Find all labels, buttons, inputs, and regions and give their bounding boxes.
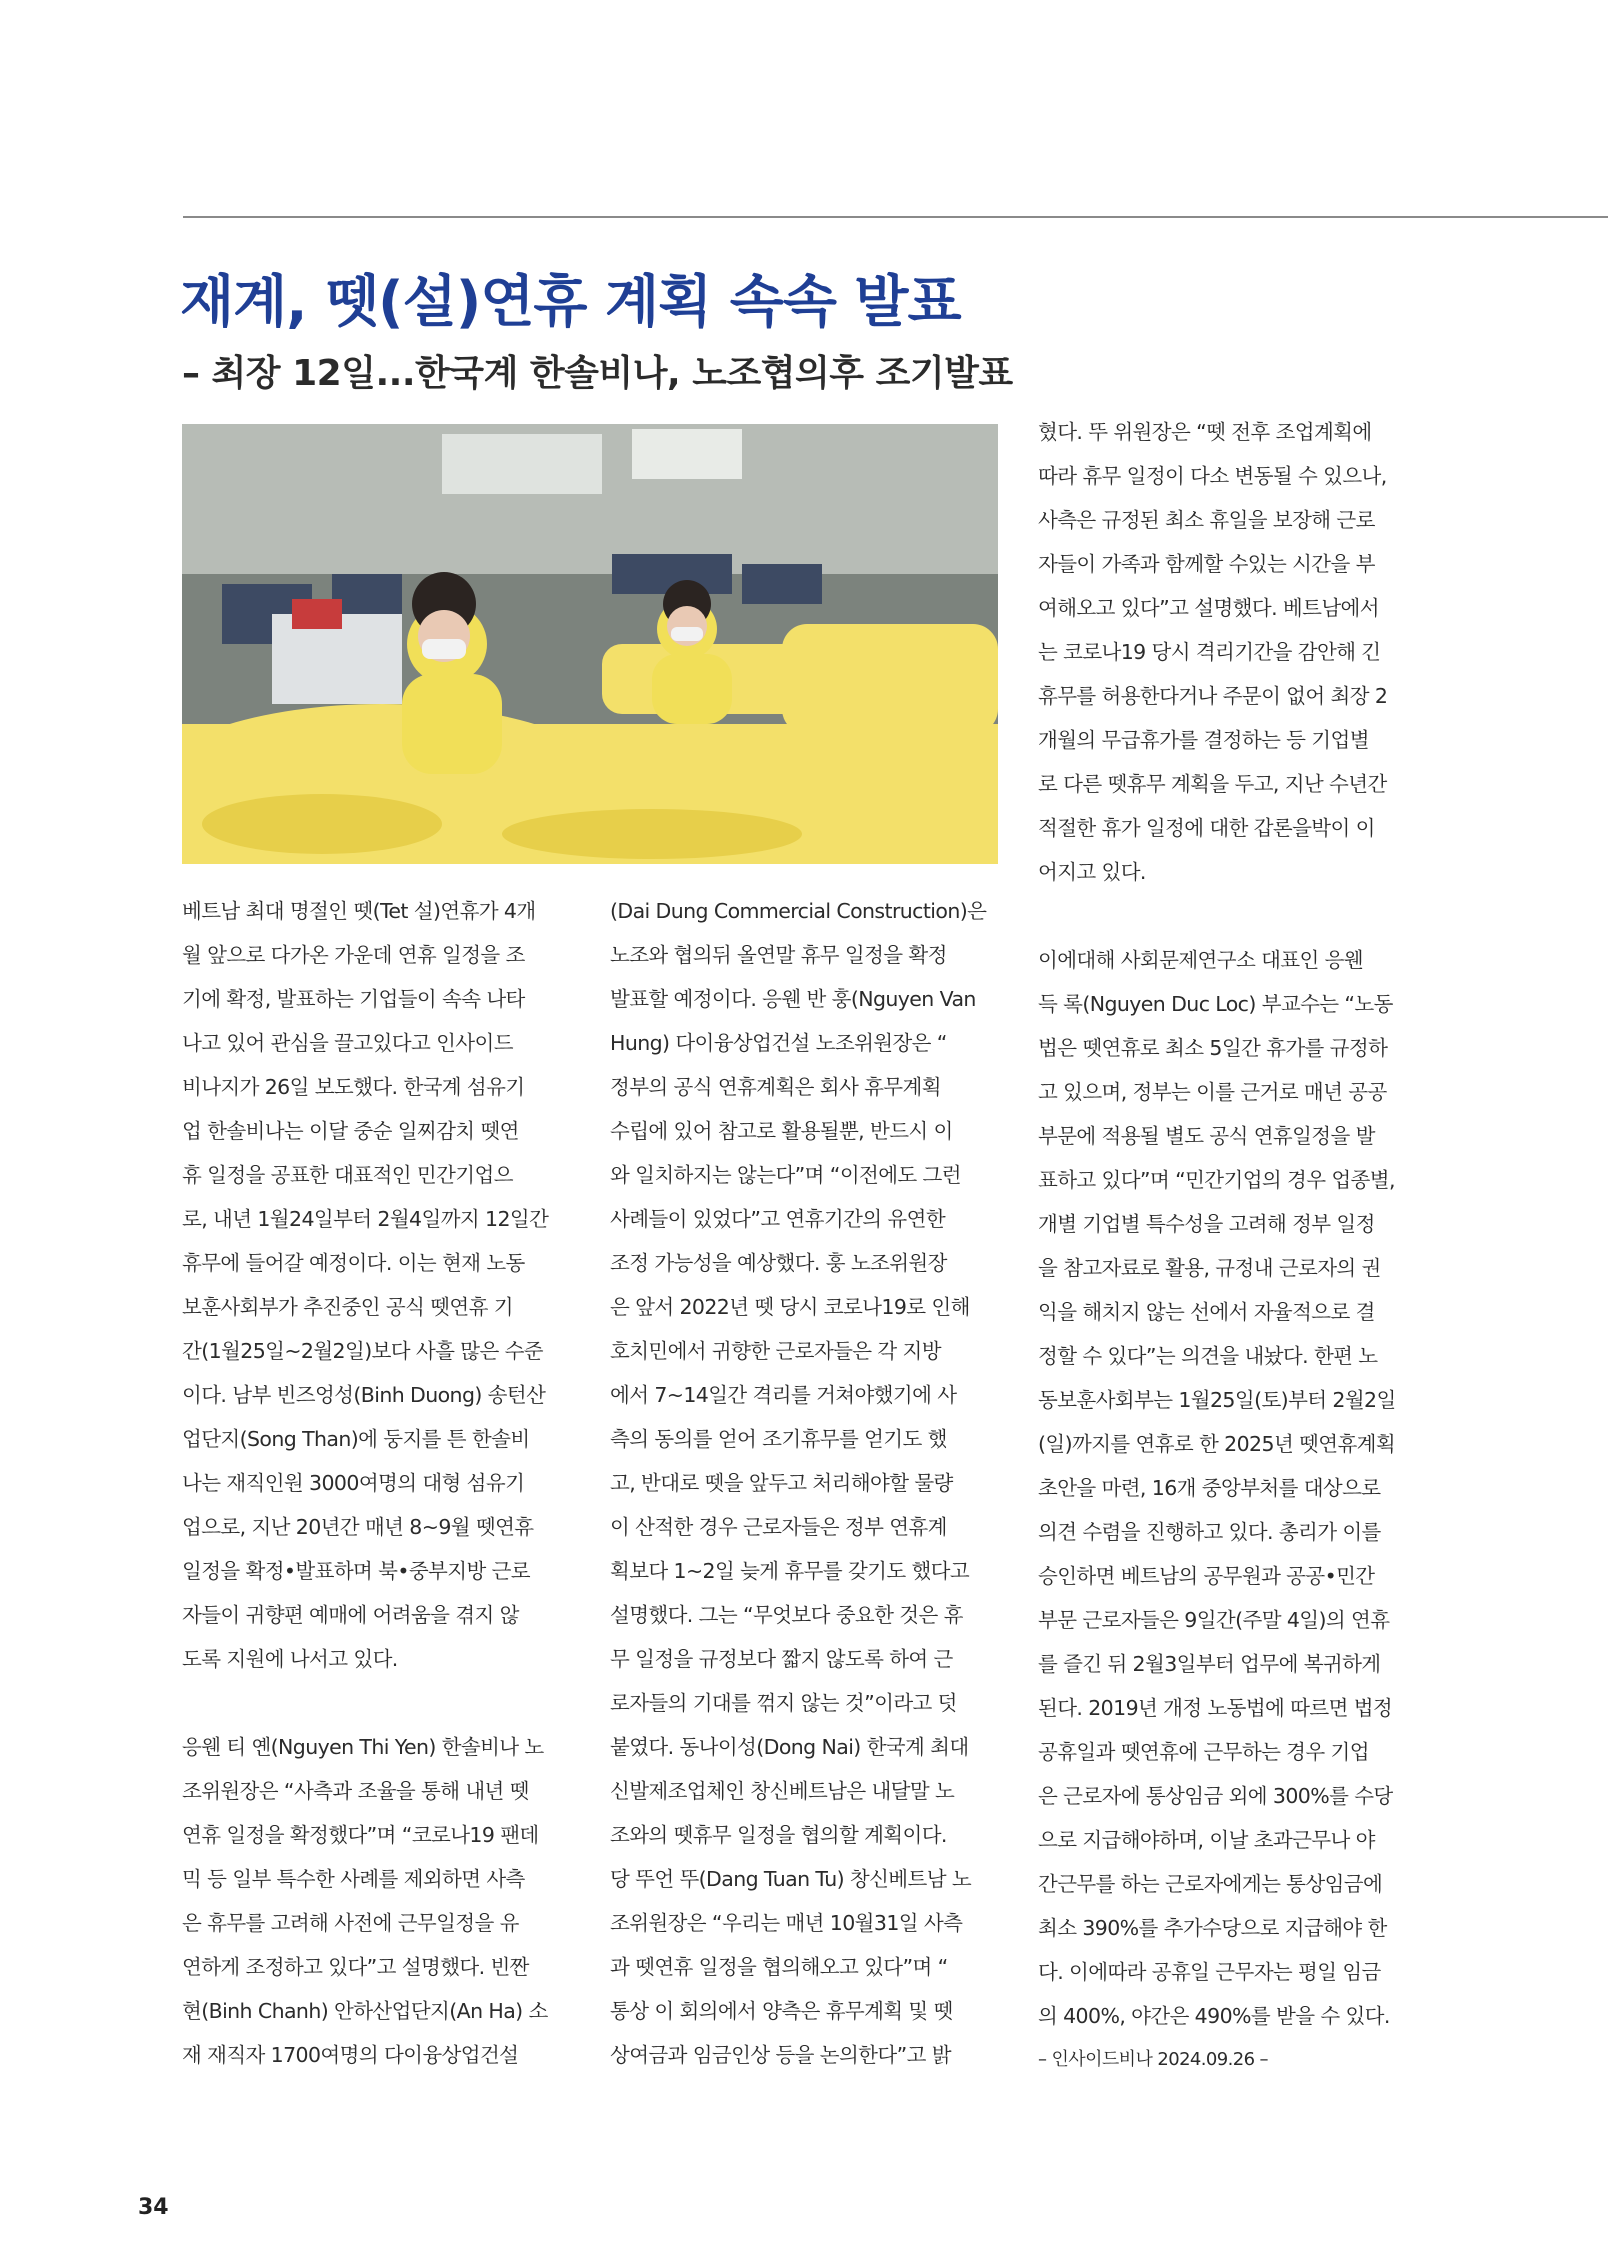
text-line: 득 록(Nguyen Duc Loc) 부교수는 “노동 (1038, 992, 1393, 1016)
text-line: 재 재직자 1700여명의 다이융상업건설 (182, 2043, 519, 2067)
article-column-2 (610, 889, 1000, 2077)
text-line: 의견 수렴을 진행하고 있다. 총리가 이를 (1038, 1520, 1381, 1544)
text-line: 설명했다. 그는 “무엇보다 중요한 것은 휴 (610, 1603, 963, 1627)
text-line: 휴 일정을 공표한 대표적인 민간기업으 (182, 1163, 513, 1187)
article-photo (182, 424, 998, 864)
text-line: 최소 390%를 추가수당으로 지급해야 한 (1038, 1916, 1387, 1940)
text-line: (일)까지를 연휴로 한 2025년 뗏연휴계획 (1038, 1432, 1396, 1456)
text-line: 믹 등 일부 특수한 사례를 제외하면 사측 (182, 1867, 525, 1891)
text-line: 비나지가 26일 보도했다. 한국계 섬유기 (182, 1075, 525, 1099)
text-line: 측의 동의를 얻어 조기휴무를 얻기도 했 (610, 1427, 947, 1451)
text-line: 노조와 협의뒤 올연말 휴무 일정을 확정 (610, 943, 947, 967)
text-line: 로, 내년 1월24일부터 2월4일까지 12일간 (182, 1207, 549, 1231)
text-line: 업 한솔비나는 이달 중순 일찌감치 뗏연 (182, 1119, 519, 1143)
text-line: 연하게 조정하고 있다”고 설명했다. 빈짠 (182, 1955, 529, 1979)
text-line: 와 일치하지는 않는다”며 “이전에도 그런 (610, 1163, 961, 1187)
paragraph (182, 889, 572, 1681)
text-line: 간근무를 하는 근로자에게는 통상임금에 (1038, 1872, 1383, 1896)
text-line: (Dai Dung Commercial Construction)은 (610, 899, 987, 923)
text-line: 자들이 귀향편 예매에 어려움을 겪지 않 (182, 1603, 519, 1627)
text-line: 응웬 티 옌(Nguyen Thi Yen) 한솔비나 노 (182, 1735, 544, 1759)
paragraph (1038, 938, 1428, 2038)
text-line: 이다. 남부 빈즈엉성(Binh Duong) 송턴산 (182, 1383, 546, 1407)
text-line: 표하고 있다”며 “민간기업의 경우 업종별, (1038, 1168, 1395, 1192)
text-line: 호치민에서 귀향한 근로자들은 각 지방 (610, 1339, 941, 1363)
text-line: 베트남 최대 명절인 뗏(Tet 설)연휴가 4개 (182, 899, 536, 923)
text-line: 당 뚜언 뚜(Dang Tuan Tu) 창신베트남 노 (610, 1867, 972, 1891)
text-line: 자들이 가족과 함께할 수있는 시간을 부 (1038, 552, 1375, 576)
text-line: 의 400%, 야간은 490%를 받을 수 있다. (1038, 2004, 1390, 2028)
text-line: 고 있으며, 정부는 이를 근거로 매년 공공 (1038, 1080, 1387, 1104)
paragraph-gap (1038, 894, 1428, 938)
text-line: 혔다. 뚜 위원장은 “뗏 전후 조업계획에 (1038, 420, 1372, 444)
text-line: 동보훈사회부는 1월25일(토)부터 2월2일 (1038, 1388, 1396, 1412)
paragraph (182, 1725, 572, 2077)
text-line: 월 앞으로 다가온 가운데 연휴 일정을 조 (182, 943, 525, 967)
text-line: 붙였다. 동나이성(Dong Nai) 한국계 최대 (610, 1735, 969, 1759)
text-line: 승인하면 베트남의 공무원과 공공•민간 (1038, 1564, 1375, 1588)
text-line: 기에 확정, 발표하는 기업들이 속속 나타 (182, 987, 525, 1011)
text-line: 고, 반대로 뗏을 앞두고 처리해야할 물량 (610, 1471, 953, 1495)
text-line: 개월의 무급휴가를 결정하는 등 기업별 (1038, 728, 1369, 752)
text-line: 은 앞서 2022년 뗏 당시 코로나19로 인해 (610, 1295, 970, 1319)
text-line: 에서 7~14일간 격리를 거쳐야했기에 사 (610, 1383, 957, 1407)
text-line: 획보다 1~2일 늦게 휴무를 갖기도 했다고 (610, 1559, 970, 1583)
text-line: 조정 가능성을 예상했다. 훙 노조위원장 (610, 1251, 947, 1275)
paragraph (1038, 410, 1428, 894)
text-line: 무 일정을 규정보다 짧지 않도록 하여 근 (610, 1647, 953, 1671)
text-line: 업으로, 지난 20년간 매년 8~9월 뗏연휴 (182, 1515, 534, 1539)
article-title: 재계, 뗏(설)연휴 계획 속속 발표 (180, 270, 961, 335)
text-line: 상여금과 임금인상 등을 논의한다”고 밝 (610, 2043, 951, 2067)
text-line: 업단지(Song Than)에 둥지를 튼 한솔비 (182, 1427, 530, 1451)
article-subtitle: – 최장 12일...한국계 한솔비나, 노조협의후 조기발표 (182, 353, 1013, 394)
text-line: 휴무에 들어갈 예정이다. 이는 현재 노동 (182, 1251, 525, 1275)
header-rule (183, 216, 1608, 218)
article-source: – 인사이드비나 2024.09.26 – (1038, 2049, 1268, 2070)
text-line: 로 다른 뗏휴무 계획을 두고, 지난 수년간 (1038, 772, 1387, 796)
paragraph-gap (182, 1681, 572, 1725)
text-line: 사례들이 있었다”고 연휴기간의 유연한 (610, 1207, 946, 1231)
factory-workers-photo (182, 424, 998, 864)
text-line: 초안을 마련, 16개 중앙부처를 대상으로 (1038, 1476, 1381, 1500)
text-line: 부문에 적용될 별도 공식 연휴일정을 발 (1038, 1124, 1375, 1148)
text-line: 를 즐긴 뒤 2월3일부터 업무에 복귀하게 (1038, 1652, 1381, 1676)
text-line: 이에대해 사회문제연구소 대표인 응웬 (1038, 948, 1363, 972)
text-line: 조위원장은 “우리는 매년 10월31일 사측 (610, 1911, 963, 1935)
text-line: 은 근로자에 통상임금 외에 300%를 수당 (1038, 1784, 1393, 1808)
text-line: 조와의 뗏휴무 일정을 협의할 계획이다. (610, 1823, 947, 1847)
text-line: 적절한 휴가 일정에 대한 갑론을박이 이 (1038, 816, 1375, 840)
text-line: 연휴 일정을 확정했다”며 “코로나19 팬데 (182, 1823, 539, 1847)
text-line: 수립에 있어 참고로 활용될뿐, 반드시 이 (610, 1119, 953, 1143)
text-line: 으로 지급해야하며, 이날 초과근무나 야 (1038, 1828, 1375, 1852)
text-line: 법은 뗏연휴로 최소 5일간 휴가를 규정하 (1038, 1036, 1388, 1060)
text-line: 는 코로나19 당시 격리기간을 감안해 긴 (1038, 640, 1381, 664)
text-line: 사측은 규정된 최소 휴일을 보장해 근로 (1038, 508, 1375, 532)
text-line: 발표할 예정이다. 응웬 반 훙(Nguyen Van (610, 987, 976, 1011)
article-column-1 (182, 889, 572, 2077)
text-line: 여해오고 있다”고 설명했다. 베트남에서 (1038, 596, 1379, 620)
text-line: 통상 이 회의에서 양측은 휴무계획 및 뗏 (610, 1999, 953, 2023)
text-line: 과 뗏연휴 일정을 협의해오고 있다”며 “ (610, 1955, 948, 1979)
text-line: 다. 이에따라 공휴일 근무자는 평일 임금 (1038, 1960, 1381, 1984)
text-line: 일정을 확정•발표하며 북•중부지방 근로 (182, 1559, 530, 1583)
text-line: 어지고 있다. (1038, 860, 1146, 884)
text-line: 도록 지원에 나서고 있다. (182, 1647, 398, 1671)
article-column-3 (1038, 410, 1428, 2082)
text-line: 따라 휴무 일정이 다소 변동될 수 있으나, (1038, 464, 1387, 488)
text-line: 나고 있어 관심을 끌고있다고 인사이드 (182, 1031, 513, 1055)
text-line: 익을 해치지 않는 선에서 자율적으로 결 (1038, 1300, 1375, 1324)
text-line: 간(1월25일~2월2일)보다 사흘 많은 수준 (182, 1339, 543, 1363)
text-line: 현(Binh Chanh) 안하산업단지(An Ha) 소 (182, 1999, 548, 2023)
paragraph (610, 889, 1000, 2077)
text-line: 부문 근로자들은 9일간(주말 4일)의 연휴 (1038, 1608, 1390, 1632)
text-line: Hung) 다이융상업건설 노조위원장은 “ (610, 1031, 947, 1055)
page-number: 34 (138, 2195, 169, 2220)
text-line: 로자들의 기대를 꺾지 않는 것”이라고 덧 (610, 1691, 957, 1715)
text-line: 을 참고자료로 활용, 규정내 근로자의 권 (1038, 1256, 1381, 1280)
text-line: 보훈사회부가 추진중인 공식 뗏연휴 기 (182, 1295, 513, 1319)
text-line: 신발제조업체인 창신베트남은 내달말 노 (610, 1779, 955, 1803)
text-line: 휴무를 허용한다거나 주문이 없어 최장 2 (1038, 684, 1388, 708)
text-line: 이 산적한 경우 근로자들은 정부 연휴계 (610, 1515, 947, 1539)
text-line: 정부의 공식 연휴계획은 회사 휴무계획 (610, 1075, 941, 1099)
text-line: 은 휴무를 고려해 사전에 근무일정을 유 (182, 1911, 519, 1935)
text-line: 나는 재직인원 3000여명의 대형 섬유기 (182, 1471, 525, 1495)
text-line: 조위원장은 “사측과 조율을 통해 내년 뗏 (182, 1779, 529, 1803)
text-line: 공휴일과 뗏연휴에 근무하는 경우 기업 (1038, 1740, 1369, 1764)
text-line: 정할 수 있다”는 의견을 내놨다. 한편 노 (1038, 1344, 1378, 1368)
text-line: 된다. 2019년 개정 노동법에 따르면 법정 (1038, 1696, 1393, 1720)
text-line: 개별 기업별 특수성을 고려해 정부 일정 (1038, 1212, 1375, 1236)
